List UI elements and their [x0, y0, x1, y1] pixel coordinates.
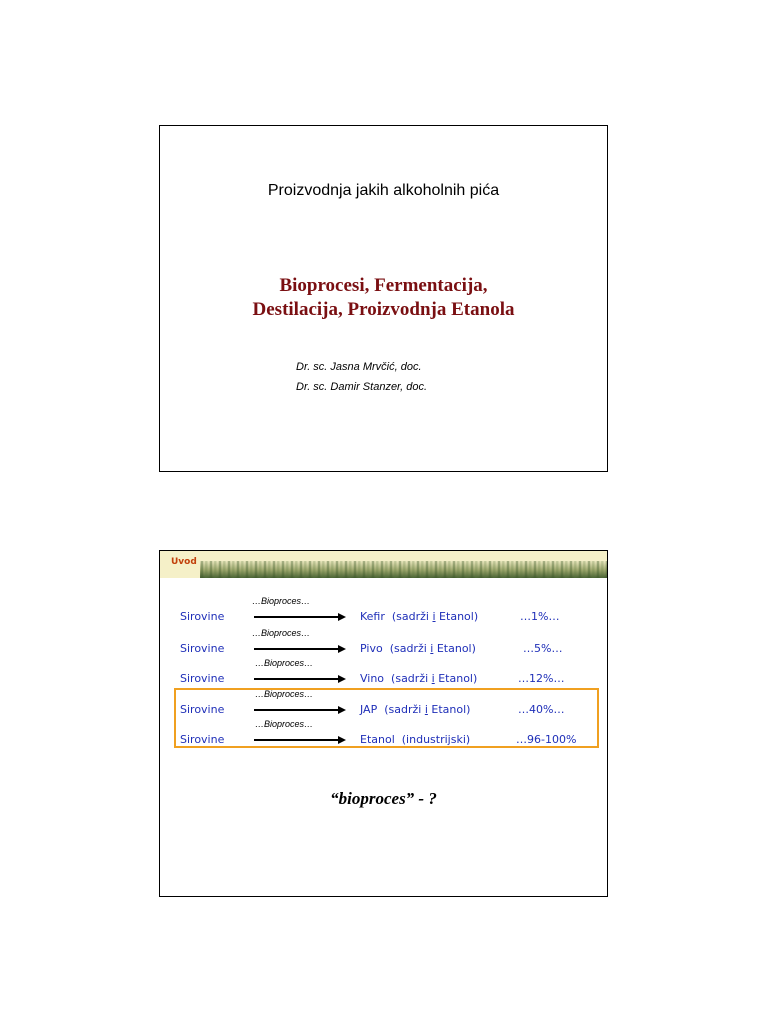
process-row — [160, 596, 607, 626]
process-row-highlighted — [160, 689, 607, 719]
row-source: Sirovine — [180, 703, 225, 716]
slide-header-bar — [160, 551, 607, 578]
row-product-note: (sadrži i Etanol) — [391, 610, 479, 623]
row-percent: …96-100% — [516, 733, 577, 746]
row-product-note: (sadrži i Etanol) — [384, 703, 471, 716]
row-process-label: …Bioproces… — [255, 689, 314, 699]
row-source: Sirovine — [180, 733, 225, 746]
row-process-label: …Bioproces… — [252, 596, 311, 606]
row-product-name: JAP — [360, 703, 378, 716]
row-product — [360, 703, 470, 716]
row-source: Sirovine — [180, 610, 225, 623]
process-row — [160, 628, 607, 658]
slide-header-label: Uvod — [171, 557, 197, 567]
row-percent: …5%… — [523, 642, 563, 655]
row-product — [360, 733, 470, 746]
row-product-name: Kefir — [360, 610, 385, 623]
author-1: Dr. sc. Jasna Mrvčić, doc. — [296, 361, 422, 373]
row-process-label: …Bioproces… — [255, 658, 314, 668]
row-product-name: Vino — [360, 672, 385, 685]
slide-title-line-2: Destilacija, Proizvodnja Etanola — [252, 299, 515, 320]
slide-subtitle: Proizvodnja jakih alkoholnih pića — [267, 182, 500, 199]
row-percent: …1%… — [520, 610, 560, 623]
arrow-right-icon — [254, 613, 346, 621]
row-product — [360, 642, 476, 655]
row-product-note: (sadrži i Etanol) — [389, 642, 476, 655]
row-source: Sirovine — [180, 642, 225, 655]
process-row-highlighted — [160, 719, 607, 749]
row-product-name: Pivo — [360, 642, 383, 655]
row-product — [360, 672, 477, 685]
slide-title-line-1: Bioprocesi, Fermentacija, — [279, 275, 488, 296]
row-process-label: …Bioproces… — [255, 719, 314, 729]
author-2: Dr. sc. Damir Stanzer, doc. — [296, 381, 428, 393]
arrow-right-icon — [254, 706, 346, 714]
process-row — [160, 658, 607, 688]
row-product-note: (sadrži i Etanol) — [391, 672, 478, 685]
row-product — [360, 610, 478, 623]
arrow-right-icon — [254, 645, 346, 653]
row-process-label: …Bioproces… — [252, 628, 311, 638]
intro-slide — [159, 550, 608, 897]
slide-authors — [296, 357, 427, 397]
row-source: Sirovine — [180, 672, 225, 685]
arrow-right-icon — [254, 675, 346, 683]
slide-title — [160, 274, 607, 322]
row-percent: …40%… — [518, 703, 565, 716]
arrow-right-icon — [254, 736, 346, 744]
row-product-name: Etanol — [360, 733, 395, 746]
grass-decoration — [200, 561, 607, 578]
row-percent: …12%… — [518, 672, 565, 685]
row-product-note: (industrijski) — [401, 733, 471, 746]
title-slide — [159, 125, 608, 472]
question-text: “bioproces” - ? — [330, 789, 437, 808]
